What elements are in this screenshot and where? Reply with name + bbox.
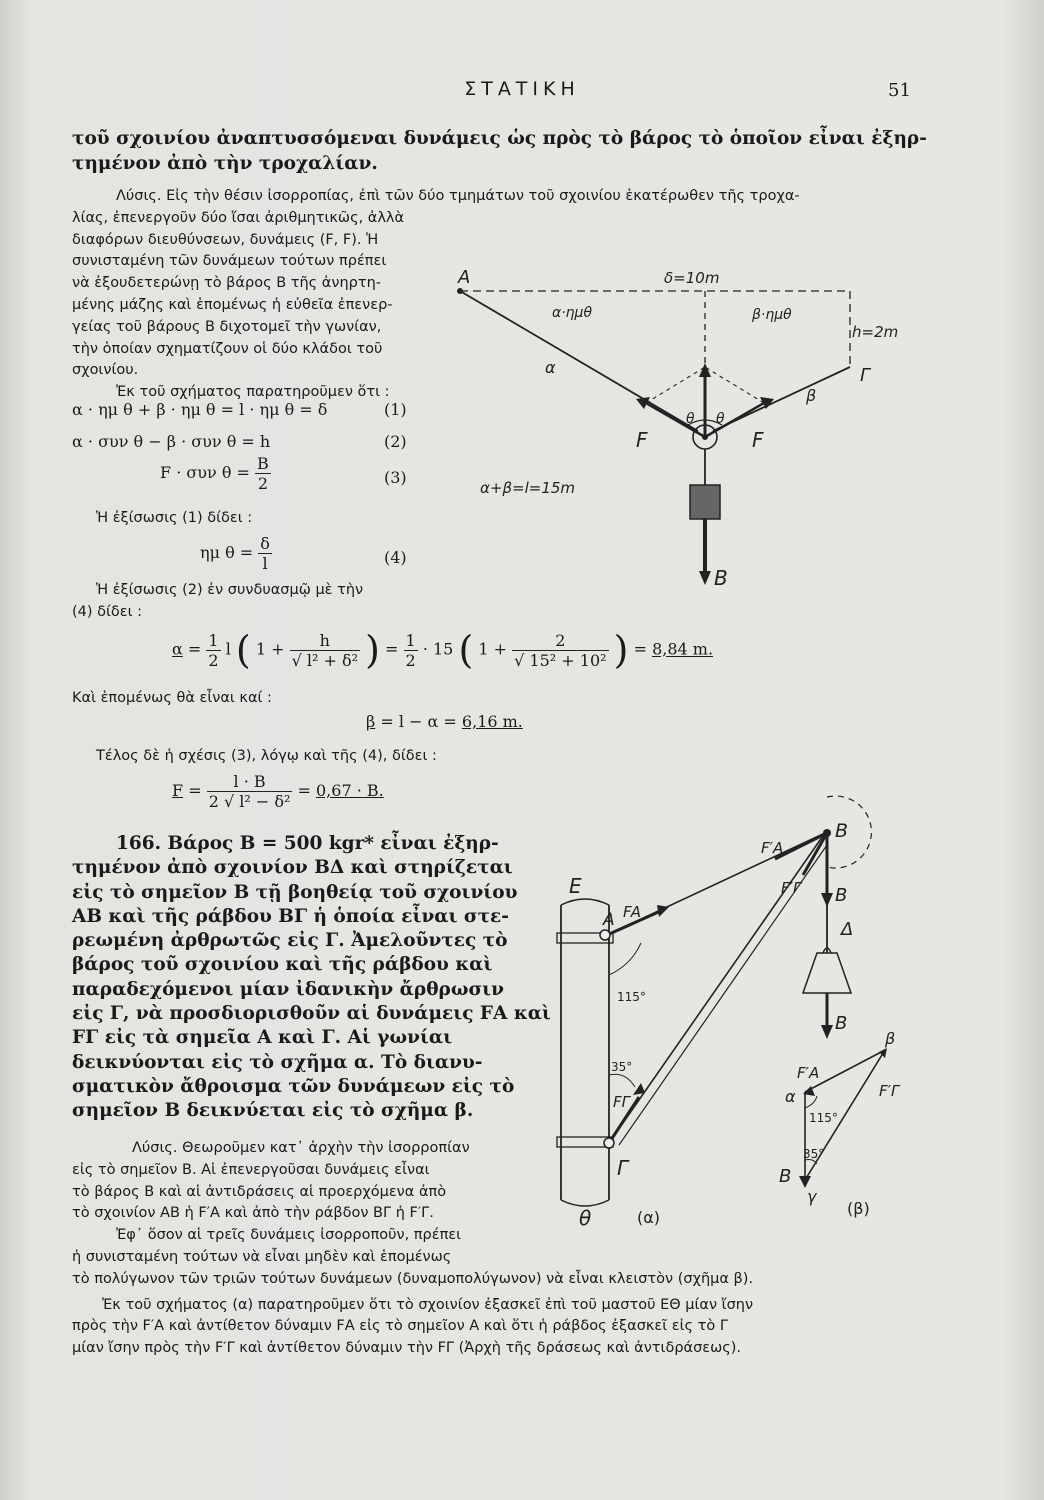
problem-line: Βάρος Β = 500 kgr* εἶναι ἐξηρ-	[167, 833, 499, 854]
equation-2: α · συν θ − β · συν θ = h	[72, 432, 271, 451]
label-FG: FΓ	[613, 1093, 630, 1111]
problem-line: σημεῖον Β δεικνύεται εἰς τὸ σχῆμα β.	[72, 1100, 474, 1122]
label-B: B	[714, 566, 728, 590]
label-G: Γ	[860, 365, 871, 386]
dashed-circle	[827, 796, 871, 868]
label-gamma: γ	[807, 1187, 817, 1206]
beta-symbol: β	[366, 712, 376, 731]
equation-4	[200, 534, 272, 573]
page-number: 51	[888, 80, 911, 101]
solution-line: Ἐφ᾽ ὅσον αἱ τρεῖς δυνάμεις ἰσορροποῦν, πρέπει	[116, 1227, 462, 1244]
problem-166	[72, 832, 560, 1124]
pulley-figure	[440, 255, 920, 595]
problem-line: ρεωμένη ἀρθρωτῶς εἰς Γ. Ἀμελοῦντες τὸ	[72, 930, 508, 952]
label-alpha: α	[785, 1087, 796, 1106]
label-B-weight: B	[835, 1013, 848, 1034]
fraction-numerator: 1	[208, 630, 219, 650]
label-B-arrow: B	[835, 885, 848, 906]
fraction-denominator: 2 √ l² − δ²	[208, 792, 291, 811]
equation-1: α · ημ θ + β · ημ θ = l · ημ θ = δ	[72, 400, 328, 419]
label-A: A	[603, 910, 615, 930]
equation-part: =	[385, 639, 399, 659]
solution-line: μίαν ἴσην πρὸς τὴν F′Γ καὶ ἀντίθετον δύναμιν τὴν FΓ (Ἀρχὴ τῆς δράσεως καὶ ἀντιδράσεως).	[72, 1340, 742, 1357]
solution-line: διαφόρων διευθύνσεων, δυνάμεις (F, F). Ἡ	[72, 231, 379, 248]
equation-3	[160, 454, 271, 493]
point-G	[604, 1138, 614, 1148]
label-fig-b: (β)	[847, 1199, 870, 1218]
arrowhead	[821, 893, 833, 907]
weight-block	[690, 485, 720, 519]
solution-line: συνισταμένη τῶν δυνάμεων τούτων πρέπει	[72, 253, 387, 270]
equation-part: l	[225, 639, 231, 659]
label-FA-prime: F′A	[797, 1064, 820, 1082]
label-theta: θ	[686, 411, 695, 427]
label-A: A	[458, 267, 471, 288]
text-line: Τέλος δὲ ἡ σχέσις (3), λόγῳ καὶ τῆς (4), δίδει :	[96, 748, 437, 764]
solution-line: ἡ συνισταμένη τούτων νὰ εἶναι μηδὲν καὶ ἑπομένως	[72, 1248, 452, 1265]
intro-line: τημένον ἀπὸ τὴν τροχαλίαν.	[72, 153, 378, 174]
problem-line: FΓ εἰς τὰ σημεῖα Α καὶ Γ. Αἱ γωνίαι	[72, 1027, 453, 1049]
solution-line: πρὸς τὴν F′Α καὶ ἀντίθετον δύναμιν FΑ εἰς τὸ σημεῖον Α καὶ ὅτι ἡ ράβδος ἐξασκεῖ εἰς τὸ Γ	[72, 1318, 728, 1335]
solution-line: λίας, ἐπενεργοῦν δύο ἴσαι ἀριθμητικῶς, ἀλλὰ	[72, 209, 405, 226]
equation-number: (1)	[384, 400, 407, 419]
alpha-equation	[172, 628, 713, 672]
label-B: B	[779, 1166, 792, 1187]
label-FG-prime: F′Γ	[781, 879, 802, 897]
fraction-denominator: √ l² + δ²	[291, 650, 359, 670]
beta-result: 6,16 m.	[461, 712, 523, 731]
label-F-right: F	[752, 428, 764, 452]
problem-line: ΑΒ καὶ τῆς ράβδου ΒΓ ἡ ὁποία εἶναι στε-	[72, 905, 509, 927]
label-G: Γ	[617, 1156, 629, 1180]
dashed-line	[705, 367, 764, 403]
paren: (	[235, 628, 251, 672]
text-line: Ἡ ἐξίσωσις (1) δίδει :	[96, 510, 253, 526]
problem-line: σματικὸν ἄθροισμα τῶν δυνάμεων εἰς τὸ	[72, 1075, 515, 1097]
fraction-denominator: l	[262, 554, 268, 573]
point-B	[823, 829, 831, 837]
label-FG-prime: F′Γ	[879, 1082, 900, 1100]
label-b-eta: β·ημθ	[752, 307, 792, 323]
label-beta: β	[806, 386, 817, 405]
force-F-left	[646, 403, 705, 437]
label-FA: FA	[623, 903, 642, 921]
equation-number: (4)	[384, 548, 407, 567]
label-angle-35: 35°	[611, 1060, 633, 1074]
problem-line: τημένον ἀπὸ σχοινίον ΒΔ καὶ στηρίζεται	[72, 857, 513, 879]
fraction-denominator: √ 15² + 10²	[514, 650, 607, 670]
fraction-numerator: l · Β	[207, 772, 293, 792]
solution-line: Ἐκ τοῦ σχήματος (α) παρατηροῦμεν ὅτι τὸ σχοινίον ἐξασκεῖ ἐπὶ τοῦ μαστοῦ ΕΘ μίαν ἴσην	[102, 1296, 754, 1313]
arrowhead	[699, 571, 711, 585]
equation-part: 1 +	[255, 639, 285, 659]
label-beta: β	[885, 1030, 896, 1048]
fraction-denominator: 2	[257, 474, 269, 493]
label-alpha: α	[545, 358, 556, 377]
equation-part: ημ θ =	[200, 543, 254, 562]
problem-line: δεικνύονται εἰς τὸ σχῆμα α. Τὸ διανυ-	[72, 1051, 483, 1073]
equation-part: 1 +	[478, 639, 508, 659]
problem-line: εἰς Γ, νὰ προσδιορισθοῦν αἱ δυνάμεις FΑ καὶ	[72, 1003, 551, 1025]
label-h: h=2m	[852, 323, 899, 341]
equation-number: (3)	[384, 468, 407, 487]
label-sum: α+β=l=15m	[480, 479, 576, 497]
arrowhead	[657, 905, 669, 917]
text-line: Καὶ ἑπομένως θὰ εἶναι καί :	[72, 690, 272, 706]
intro-text	[72, 126, 952, 176]
angle-arc	[609, 943, 641, 975]
label-Delta: Δ	[841, 919, 854, 940]
F-equation	[172, 772, 384, 811]
label-a-eta: α·ημθ	[552, 305, 593, 321]
arrowhead	[633, 1083, 645, 1095]
problem-line: βάρος τοῦ σχοινίου καὶ τῆς ράβδου καὶ	[72, 954, 493, 976]
fraction-denominator: 2	[208, 650, 219, 670]
label-F-left: F	[636, 428, 648, 452]
fraction-numerator: 2	[512, 631, 608, 651]
mast-top	[561, 899, 609, 905]
equation-part: =	[188, 781, 202, 800]
solution-line: μένης μάζης καὶ ἑπομένως ἡ εὐθεῖα ἐπενερ-	[72, 296, 393, 313]
paren: )	[613, 628, 629, 672]
fraction-numerator: 1	[405, 630, 416, 650]
text-block	[72, 580, 363, 624]
solution-line: τὴν ὁποίαν σχηματίζουν οἱ δύο κλάδοι τοῦ	[72, 340, 383, 357]
beta-equation	[366, 712, 523, 731]
problem-line: εἰς τὸ σημεῖον Β τῇ βοηθείᾳ τοῦ σχοινίου	[72, 881, 518, 903]
label-B: B	[835, 820, 849, 842]
F-result: 0,67 · Β.	[316, 781, 384, 800]
equation-part: · 15	[422, 639, 454, 659]
equation-part: =	[633, 639, 647, 659]
label-FA-prime: F′A	[761, 839, 784, 857]
solution-line: σχοινίου.	[72, 362, 139, 379]
label-delta: δ=10m	[664, 269, 720, 287]
running-header: ΣΤΑΤΙΚΗ	[464, 78, 580, 100]
equation-number: (2)	[384, 432, 407, 451]
dashed-line	[646, 367, 705, 403]
label-E: E	[569, 874, 582, 898]
equation-part: F · συν θ =	[160, 463, 250, 482]
F-symbol: F	[172, 781, 184, 800]
text-line: (4) δίδει :	[72, 603, 143, 620]
paren: )	[365, 628, 380, 672]
fraction-numerator: δ	[260, 534, 270, 553]
solution-line: τὸ πολύγωνον τῶν τριῶν τούτων δυνάμεων (δυναμοπολύγωνον) νὰ εἶναι κλειστὸν (σχῆμα β).	[72, 1270, 754, 1287]
arrowhead	[699, 363, 711, 377]
fraction-numerator: Β	[257, 454, 269, 473]
solution-line: τὸ βάρος Β καὶ αἱ ἀντιδράσεις αἱ προερχόμενα ἀπὸ	[72, 1183, 447, 1200]
intro-line: τοῦ σχοινίου ἀναπτυσσόμεναι δυνάμεις ὡς πρὸς τὸ βάρος τὸ ὁποῖον εἶναι ἐξηρ-	[72, 128, 927, 149]
weight-block	[803, 953, 851, 993]
angle-arc	[805, 1096, 817, 1108]
fraction-denominator: 2	[405, 650, 416, 670]
problem-number: 166.	[116, 833, 162, 854]
text-line: Ἡ ἐξίσωσις (2) ἐν συνδυασμῷ μὲ τὴν	[96, 582, 364, 598]
solution-line: Λύσις. Εἰς τὴν θέσιν ἰσορροπίας, ἐπὶ τῶν δύο τμημάτων τοῦ σχοινίου ἑκατέρωθεν τῆς τροχα-	[116, 188, 800, 204]
alpha-symbol: α	[172, 639, 183, 659]
solution-line: εἰς τὸ σημεῖον Β. Αἱ ἐπενεργοῦσαι δυνάμεις εἶναι	[72, 1161, 430, 1178]
label-angle-115: 115°	[809, 1111, 838, 1125]
solution-line: Λύσις. Θεωροῦμεν κατ᾽ ἀρχὴν τὴν ἰσορροπίαν	[132, 1140, 470, 1156]
label-fig-a: (α)	[637, 1208, 661, 1227]
equation-part: = l − α =	[380, 712, 457, 731]
label-angle-35: 35°	[803, 1147, 825, 1161]
angle-arc	[609, 1074, 635, 1087]
alpha-result: 8,84 m.	[652, 639, 714, 659]
equation-part: =	[187, 639, 202, 659]
solution-line: τὸ σχοινίον ΑΒ ἡ F′Α καὶ ἀπὸ τὴν ράβδον ΒΓ ἡ F′Γ.	[72, 1205, 434, 1222]
fraction-numerator: h	[290, 631, 360, 651]
force-polygon-figure	[775, 1030, 925, 1230]
point-A	[600, 930, 610, 940]
paren: (	[458, 628, 474, 672]
solution-line: νὰ ἐξουδετερώνῃ τὸ βάρος Β τῆς ἀνηρτη-	[72, 275, 381, 292]
problem-line: παραδεχόμενοι μίαν ἰδανικὴν ἄρθρωσιν	[72, 978, 504, 1000]
solution-line: Ἐκ τοῦ σχήματος παρατηροῦμεν ὅτι :	[116, 384, 390, 401]
label-theta: θ	[579, 1206, 592, 1230]
label-angle-115: 115°	[617, 990, 646, 1004]
label-theta: θ	[716, 411, 725, 427]
equation-part: =	[297, 781, 311, 800]
point-A	[457, 288, 463, 294]
solution-line: γείας τοῦ βάρους Β διχοτομεῖ τὴν γωνίαν,	[72, 318, 382, 335]
